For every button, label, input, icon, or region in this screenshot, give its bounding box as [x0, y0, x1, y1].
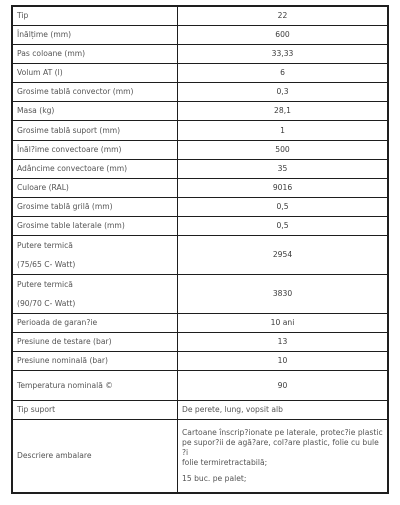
spec-value: 13	[178, 333, 389, 352]
thermal-power-regime: (75/65 C- Watt)	[17, 260, 76, 270]
spec-value: 6	[178, 64, 389, 83]
spec-label: Înăl?ime convectoare (mm)	[12, 140, 178, 159]
support-type-row	[12, 400, 388, 419]
spec-label: Grosime tablă convector (mm)	[12, 83, 178, 102]
nominal-temperature-label: Temperatura nominală ©	[12, 371, 178, 400]
spec-value: 500	[178, 140, 389, 159]
spec-value: 22	[178, 6, 389, 26]
packaging-row	[12, 419, 388, 493]
spec-value: 28,1	[178, 102, 389, 121]
spec-row	[12, 26, 388, 45]
spec-row	[12, 333, 388, 352]
packaging-quantity: 15 buc. pe palet;	[182, 473, 247, 483]
spec-row	[12, 83, 388, 102]
spec-value: 33,33	[178, 45, 389, 64]
spec-label: Perioada de garan?ie	[12, 314, 178, 333]
thermal-power-title: Putere termică	[17, 241, 73, 251]
spec-label: Presiune de testare (bar)	[12, 333, 178, 352]
thermal-power-label	[12, 235, 178, 274]
packaging-label: Descriere ambalare	[12, 419, 178, 493]
spec-label: Grosime table laterale (mm)	[12, 216, 178, 235]
spec-label: Masa (kg)	[12, 102, 178, 121]
spec-row	[12, 314, 388, 333]
spec-label: Înălțime (mm)	[12, 26, 178, 45]
thermal-power-row	[12, 275, 388, 314]
spec-value: 600	[178, 26, 389, 45]
spec-row	[12, 6, 388, 26]
spec-value: 0,5	[178, 197, 389, 216]
spec-value: 9016	[178, 178, 389, 197]
spec-row	[12, 197, 388, 216]
spec-label: Culoare (RAL)	[12, 178, 178, 197]
spec-label: Tip	[12, 6, 178, 26]
spec-row	[12, 140, 388, 159]
thermal-power-regime: (90/70 C- Watt)	[17, 299, 76, 309]
spec-row	[12, 178, 388, 197]
nominal-temperature-value: 90	[178, 371, 389, 400]
packaging-line: pe supor?ii de agă?are, col?are plastic, folie cu bule ?i	[182, 437, 379, 457]
spec-label: Presiune nominală (bar)	[12, 352, 178, 371]
packaging-line: Cartoane înscrip?ionate pe laterale, protec?ie plastic	[182, 427, 383, 437]
thermal-power-value: 3830	[178, 275, 389, 314]
spec-value: 10	[178, 352, 389, 371]
spec-label: Grosime tablă grilă (mm)	[12, 197, 178, 216]
spec-row	[12, 64, 388, 83]
packaging-line: folie termiretractabilă;	[182, 457, 268, 467]
spec-row	[12, 121, 388, 140]
packaging-description	[178, 419, 389, 493]
thermal-power-label	[12, 275, 178, 314]
spec-row	[12, 159, 388, 178]
packaging-materials	[182, 428, 383, 468]
spec-row	[12, 102, 388, 121]
spec-row	[12, 216, 388, 235]
support-type-value: De perete, lung, vopsit alb	[178, 400, 389, 419]
support-type-label: Tip suport	[12, 400, 178, 419]
spec-label: Pas coloane (mm)	[12, 45, 178, 64]
spec-row	[12, 45, 388, 64]
specifications-table	[11, 5, 389, 494]
thermal-power-title: Putere termică	[17, 280, 73, 290]
spec-value: 35	[178, 159, 389, 178]
spec-value: 10 ani	[178, 314, 389, 333]
spec-value: 1	[178, 121, 389, 140]
thermal-power-row	[12, 235, 388, 274]
spec-label: Adâncime convectoare (mm)	[12, 159, 178, 178]
spec-row	[12, 352, 388, 371]
spec-value: 0,3	[178, 83, 389, 102]
spec-label: Grosime tablă suport (mm)	[12, 121, 178, 140]
spec-label: Volum AT (l)	[12, 64, 178, 83]
thermal-power-value: 2954	[178, 235, 389, 274]
nominal-temperature-row	[12, 371, 388, 400]
spec-value: 0,5	[178, 216, 389, 235]
